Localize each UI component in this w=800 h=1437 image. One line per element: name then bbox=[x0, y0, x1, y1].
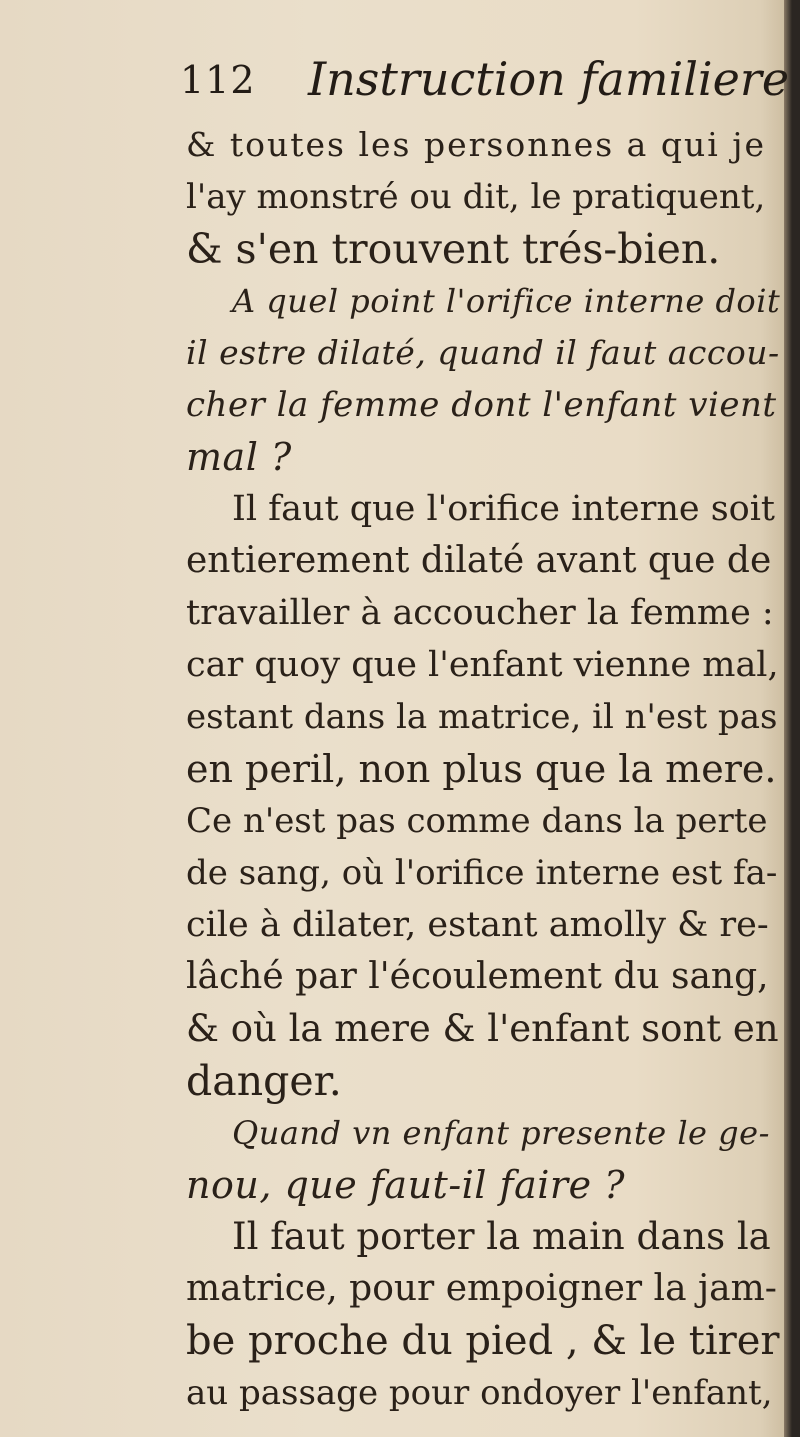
answer-line: au passage pour ondoyer l'enfant, bbox=[186, 1373, 773, 1413]
question-line: cher la femme dont l'enfant vient bbox=[186, 385, 777, 425]
answer-line: en peril, non plus que la mere. bbox=[186, 747, 777, 791]
running-title: Instruction familiere bbox=[308, 52, 790, 106]
text-line: l'ay monstré ou dit, le pratiquent, bbox=[186, 177, 766, 217]
answer-line: Il faut que l'orifice interne soit bbox=[232, 489, 775, 529]
question-line: il estre dilaté, quand il faut accou- bbox=[186, 333, 780, 372]
text-line: & toutes les personnes a qui je bbox=[186, 125, 767, 164]
question-line: nou, que faut-il faire ? bbox=[186, 1163, 626, 1207]
answer-line: be proche du pied , & le tirer bbox=[186, 1318, 780, 1364]
answer-line: matrice, pour empoigner la jam- bbox=[186, 1268, 777, 1309]
answer-line: Il faut porter la main dans la bbox=[232, 1215, 771, 1258]
answer-line: lâché par l'écoulement du sang, bbox=[186, 956, 769, 997]
answer-line: estant dans la matrice, il n'est pas bbox=[186, 697, 778, 737]
answer-line: Ce n'est pas comme dans la perte bbox=[186, 801, 768, 841]
answer-line: entierement dilaté avant que de bbox=[186, 540, 772, 581]
answer-line: danger. bbox=[186, 1057, 342, 1105]
page-number: 112 bbox=[180, 58, 256, 102]
question-line: Quand vn enfant presente le ge- bbox=[232, 1114, 770, 1152]
question-line: A quel point l'orifice interne doit bbox=[232, 282, 781, 320]
page-edge bbox=[784, 0, 792, 1437]
answer-line: & où la mere & l'enfant sont en bbox=[186, 1007, 779, 1050]
answer-line: car quoy que l'enfant vienne mal, bbox=[186, 645, 779, 685]
answer-line: travailler à accoucher la femme : bbox=[186, 593, 774, 633]
answer-line: cile à dilater, estant amolly & re- bbox=[186, 905, 769, 945]
running-head bbox=[180, 52, 790, 112]
text-line: & s'en trouvent trés-bien. bbox=[186, 225, 721, 273]
answer-line: de sang, où l'orifice interne est fa- bbox=[186, 853, 778, 893]
question-line: mal ? bbox=[186, 435, 292, 479]
